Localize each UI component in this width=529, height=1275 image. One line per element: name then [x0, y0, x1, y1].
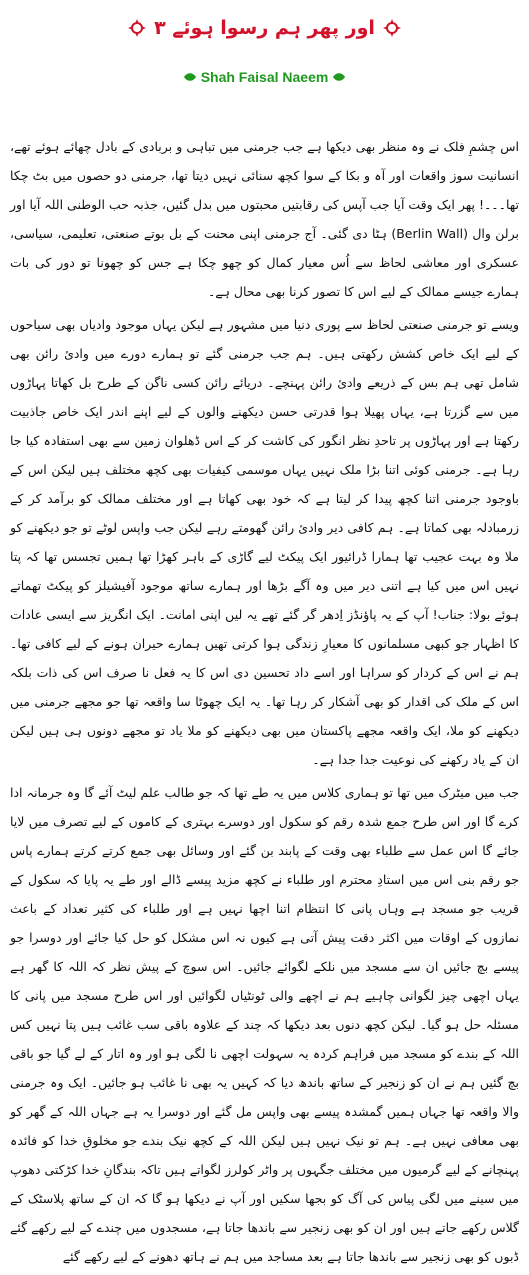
- article-header: [0, 12, 529, 88]
- ornament-left-icon: [126, 17, 148, 39]
- paragraph: اس چشمِ فلک نے وہ منظر بھی دیکھا ہے جب جرمنی میں تباہی و بربادی کے بادل چھائے ہوئے تھے، انسانیت سوز واقعات اور آہ و بکا کے سوا کچھ سنائی نہیں دیتا تھا، جرمنی دو حصوں میں بٹ چکا تھا۔۔۔! پھر ایک وقت آیا جب آپس کی رقابتیں محبتوں میں بدل گئیں، جذبہ حب الوطنی اللہ آیا اور برلن وال (Berlin Wall) ہٹا دی گئی۔ آج جرمنی اپنی محنت کے بل بوتے صنعتی، تعلیمی، سیاسی، عسکری اور معاشی لحاظ سے اُس معیار کمال کو چھو چکا ہے جس کو چھونا تو دور کی بات ہمارے جیسے ممالک کے لیے اس کا تصور کرنا بھی محال ہے۔: [10, 139, 519, 299]
- author-name: Shah Faisal Naeem: [200, 69, 329, 85]
- paragraph: جب میں میٹرک میں تھا تو ہماری کلاس میں یہ طے تھا کہ جو طالب علم لیٹ آئے گا وہ جرمانہ ادا کرے گا اور اس طرح جمع شدہ رقم کو سکول اور دوسرے بہتری کے کاموں کے لیے تصرف میں لایا جائے گا اس عمل سے طلباء بھی وقت کے پابند بن گئے اور وسائل بھی جمع کرتے کرتے ہمارے پاس جو رقم بنی اس میں استادِ محترم اور طلباء نے کچھ مزید پیسے ڈالے اور طے یہ پایا کہ سکول کے قریب جو مسجد ہے وہاں پانی کا انتظام اتنا اچھا نہیں ہے اور طلباء کی کثیر تعداد کے باعث نمازوں کے اوقات میں اکثر دقت پیش آتی ہے کیوں نہ اس مشکل کو حل کیا جائے اور دوسرا جو پیسے بچ جائیں ان سے مسجد میں نلکے لگوائے جائیں۔ اس سوچ کے پیش نظر کہ اللہ کا گھر ہے یہاں اچھی چیز لگوانی چاہیے ہم نے اچھے والی ٹونٹیاں لگوائیں اور اس طرح مسجد میں پانی کا مسئلہ حل ہو گیا۔ لیکن کچھ دنوں بعد دیکھا کہ چند کے علاوہ باقی سب غائب ہیں پتا نہیں کس اللہ کے بندے کو مسجد میں فراہم کردہ یہ سہولت اچھی نا لگی ہو اور وہ اتار کے لے گیا جو باقی بچ گئیں ہم نے ان کو زنجیر کے ساتھ باندھ دیا کہ کہیں یہ بھی نا غائب ہو جائیں۔ ایک وہ جرمنی والا واقعہ تھا جہاں ہمیں گمشدہ پیسے بھی واپس مل گئے اور دوسرا یہ ہے جہاں اللہ کے گھر کو بھی معافی نہیں ہے۔ ہم تو نیک نہیں ہیں لیکن اللہ کے کچھ نیک بندے جو مخلوقِ خدا کو فائدہ پہنچانے کے لیے گرمیوں میں مختلف جگہوں پر واٹر کولرز لگواتے ہیں تاکہ بندگانِ خدا کڑکتی دھوپ میں سینے میں لگی پیاس کی آگ کو بجھا سکیں اور آپ نے دیکھا ہو گا کہ ان کے ساتھ پلاسٹک کے گلاس رکھے جاتے ہیں اور ان کو بھی زنجیر سے باندھا جاتا ہے، مسجدوں میں چندے کے لیے رکھے گئے ڈبوں کو بھی زنجیر سے باندھا جاتا ہے بعد مساجد میں ہم نے ہاتھ دھونے کے لیے رکھے گئے: [10, 785, 519, 1264]
- title-row: [0, 12, 529, 44]
- author-row: [0, 66, 529, 88]
- paragraph: ویسے تو جرمنی صنعتی لحاظ سے پوری دنیا میں مشہور ہے لیکن یہاں موجود وادیاں بھی سیاحوں کے لیے ایک خاص کشش رکھتی ہیں۔ ہم جب جرمنی گئے تو ہمارے دورے میں وادئ رائن بھی شامل تھی ہم بس کے ذریعے وادئ رائن پہنچے۔ دریائے رائن کسی ناگن کے طرح بل کھاتا پہاڑوں میں سے گزرتا ہے، یہاں پھیلا ہوا قدرتی حسن دیکھنے والوں کے لیے اپنے اندر ایک خاص جاذبیت رکھتا ہے اور پہاڑوں پر تاحدِ نظر انگور کی کاشت کر کے اس ڈھلوان زمین سے بھی استفادہ کیا جا رہا ہے۔ جرمنی کوئی اتنا بڑا ملک نہیں یہاں موسمی کیفیات بھی کچھ مختلف ہیں لیکن اس کے باوجود جرمنی اتنا کچھ پیدا کر لیتا ہے کہ خود بھی کھاتا ہے اور مختلف ممالک کو برآمد کر کے زرمبادلہ بھی کماتا ہے۔ ہم کافی دیر وادئ رائن گھومتے رہے لیکن جب واپس لوٹے تو جو دیکھنے کو ملا وہ بہت عجیب تھا ہمارا ڈرائیور ایک پیکٹ لیے گاڑی کے باہر کھڑا تھا ہمیں تجسس تھا کہ پتا نہیں اس میں کیا ہے اتنی دیر میں وہ آگے بڑھا اور ہمارے ساتھ موجود آفیشیلز کو پیکٹ تھماتے ہوئے بولا: جناب! آپ کے یہ پاؤنڈز اِدھر گر گئے تھے یہ لیں اپنی امانت۔ ایک انگریز سے ایسی عادات کا اظہار جو کبھی مسلمانوں کا معیارِ زندگی ہوا کرتی تھیں ہمارے حیران ہونے کے لیے کافی تھا۔ ہم نے اس کے کردار کو سراہا اور اسے داد تحسین دی اس کا یہ فعل نا صرف اس کی ذات بلکہ اس کے ملک کی اقدار کو بھی آشکار کر رہا تھا۔ یہ ایک چھوٹا سا واقعہ تھا جو مجھے جرمنی میں دیکھنے کو ملا، ایک واقعہ مجھے پاکستان میں بھی دیکھنے کو ملا یاد تو مجھے دونوں ہی ہیں لیکن ان کے یاد رکھنے کی نوعیت جدا جدا ہے۔: [10, 317, 519, 767]
- ornament-right-icon: [381, 17, 403, 39]
- leaf-left-icon: [183, 70, 197, 84]
- leaf-right-icon: [332, 70, 346, 84]
- article-title: اور پھر ہم رسوا ہوئے ۳: [154, 17, 375, 39]
- article-body: [10, 132, 519, 1275]
